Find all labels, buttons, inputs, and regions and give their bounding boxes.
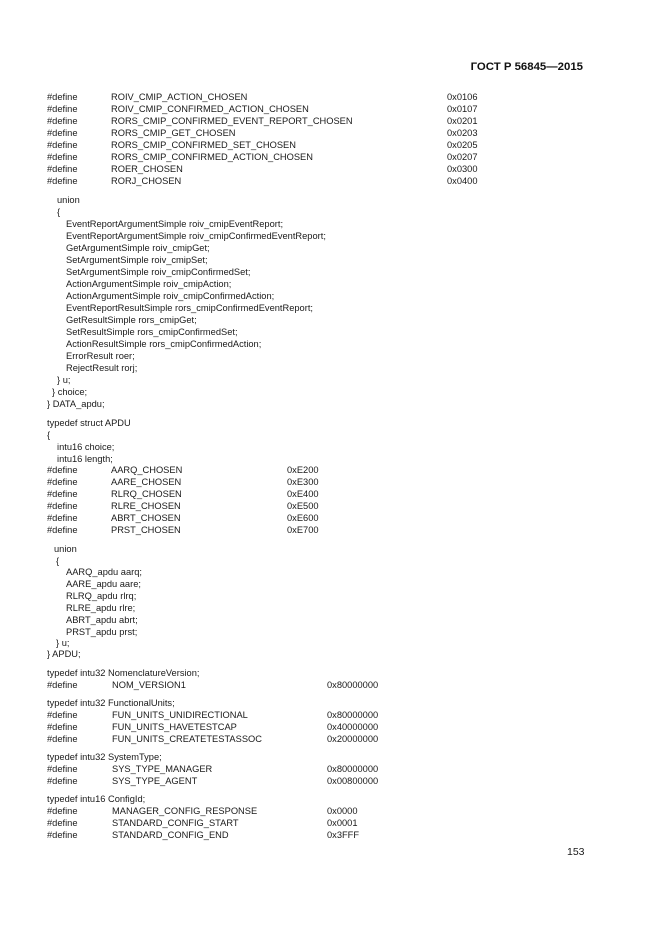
union-member: RLRQ_apdu rlrq; (66, 591, 137, 601)
define-keyword: #define (47, 710, 78, 720)
union-open-brace: { (56, 556, 60, 566)
struct-field: intu16 choice; (57, 442, 115, 452)
define-keyword: #define (47, 501, 78, 511)
define-value: 0x00800000 (327, 776, 379, 786)
define-keyword: #define (47, 489, 78, 499)
union-member: PRST_apdu prst; (66, 627, 138, 637)
union-member: AARE_apdu aare; (66, 579, 141, 589)
union-open-brace: { (57, 207, 61, 217)
union-close: } u; (57, 375, 71, 385)
define-value: 0x3FFF (327, 830, 360, 840)
define-value: 0x0201 (447, 116, 478, 126)
union-member: RejectResult rorj; (66, 363, 138, 373)
define-keyword: #define (47, 104, 78, 114)
struct-open-brace: { (47, 430, 51, 440)
define-name: ABRT_CHOSEN (111, 513, 181, 523)
union-member: AARQ_apdu aarq; (66, 567, 142, 577)
define-name: RORS_CMIP_GET_CHOSEN (111, 128, 236, 138)
page-number: 153 (567, 846, 585, 858)
struct-field: intu16 length; (57, 454, 113, 464)
define-keyword: #define (47, 164, 78, 174)
define-name: STANDARD_CONFIG_END (112, 830, 229, 840)
union-keyword: union (54, 544, 77, 554)
union-member: SetArgumentSimple roiv_cmipConfirmedSet; (66, 267, 251, 277)
define-name: RORS_CMIP_CONFIRMED_ACTION_CHOSEN (111, 152, 313, 162)
typedef-line: typedef intu32 NomenclatureVersion; (47, 668, 200, 678)
define-keyword: #define (47, 806, 78, 816)
define-name: RORJ_CHOSEN (111, 176, 182, 186)
union-member: ActionArgumentSimple roiv_cmipAction; (66, 279, 232, 289)
define-value: 0xE400 (287, 489, 319, 499)
define-name: PRST_CHOSEN (111, 525, 181, 535)
union-member: EventReportArgumentSimple roiv_cmipConfirmedEventReport; (66, 231, 326, 241)
define-value: 0x0203 (447, 128, 478, 138)
union-member: SetArgumentSimple roiv_cmipSet; (66, 255, 208, 265)
union-member: ActionResultSimple rors_cmipConfirmedAction; (66, 339, 262, 349)
define-value: 0xE500 (287, 501, 319, 511)
define-name: AARE_CHOSEN (111, 477, 182, 487)
union-member: SetResultSimple rors_cmipConfirmedSet; (66, 327, 238, 337)
define-keyword: #define (47, 525, 78, 535)
define-value: 0xE200 (287, 465, 319, 475)
define-value: 0x0205 (447, 140, 478, 150)
define-name: FUN_UNITS_UNIDIRECTIONAL (112, 710, 248, 720)
define-value: 0x0107 (447, 104, 478, 114)
union-member: EventReportResultSimple rors_cmipConfirmedEventReport; (66, 303, 313, 313)
union-member: ActionArgumentSimple roiv_cmipConfirmedAction; (66, 291, 275, 301)
typedef-line: typedef struct APDU (47, 418, 131, 428)
define-name: ROIV_CMIP_CONFIRMED_ACTION_CHOSEN (111, 104, 309, 114)
typedef-line: typedef intu32 SystemType; (47, 752, 162, 762)
define-keyword: #define (47, 734, 78, 744)
struct-close: } APDU; (47, 649, 81, 659)
define-value: 0x0001 (327, 818, 358, 828)
define-value: 0x0300 (447, 164, 478, 174)
define-name: RLRE_CHOSEN (111, 501, 181, 511)
typedef-line: typedef intu32 FunctionalUnits; (47, 698, 175, 708)
define-name: RORS_CMIP_CONFIRMED_SET_CHOSEN (111, 140, 296, 150)
define-keyword: #define (47, 776, 78, 786)
define-name: STANDARD_CONFIG_START (112, 818, 239, 828)
define-name: AARQ_CHOSEN (111, 465, 183, 475)
define-keyword: #define (47, 465, 78, 475)
union-close: } u; (56, 638, 70, 648)
define-name: ROER_CHOSEN (111, 164, 183, 174)
define-name: MANAGER_CONFIG_RESPONSE (112, 806, 258, 816)
define-keyword: #define (47, 92, 78, 102)
union-member: GetArgumentSimple roiv_cmipGet; (66, 243, 210, 253)
define-value: 0x80000000 (327, 764, 379, 774)
union-member: RLRE_apdu rlre; (66, 603, 136, 613)
define-value: 0x0207 (447, 152, 478, 162)
union-member: GetResultSimple rors_cmipGet; (66, 315, 197, 325)
define-name: FUN_UNITS_CREATETESTASSOC (112, 734, 262, 744)
define-keyword: #define (47, 818, 78, 828)
union-member: ErrorResult roer; (66, 351, 135, 361)
struct-close: } DATA_apdu; (47, 399, 105, 409)
define-value: 0x0000 (327, 806, 358, 816)
define-keyword: #define (47, 680, 78, 690)
define-keyword: #define (47, 128, 78, 138)
define-value: 0xE700 (287, 525, 319, 535)
define-keyword: #define (47, 477, 78, 487)
define-name: RORS_CMIP_CONFIRMED_EVENT_REPORT_CHOSEN (111, 116, 353, 126)
typedef-line: typedef intu16 ConfigId; (47, 794, 146, 804)
define-name: SYS_TYPE_MANAGER (112, 764, 213, 774)
define-value: 0x0400 (447, 176, 478, 186)
define-name: ROIV_CMIP_ACTION_CHOSEN (111, 92, 248, 102)
define-value: 0xE300 (287, 477, 319, 487)
define-keyword: #define (47, 830, 78, 840)
define-name: SYS_TYPE_AGENT (112, 776, 198, 786)
define-keyword: #define (47, 722, 78, 732)
define-value: 0x0106 (447, 92, 478, 102)
union-keyword: union (57, 195, 80, 205)
define-name: NOM_VERSION1 (112, 680, 186, 690)
define-name: RLRQ_CHOSEN (111, 489, 182, 499)
define-value: 0x80000000 (327, 710, 379, 720)
define-keyword: #define (47, 176, 78, 186)
define-value: 0x20000000 (327, 734, 379, 744)
define-name: FUN_UNITS_HAVETESTCAP (112, 722, 237, 732)
choice-close: } choice; (52, 387, 88, 397)
standard-designation: ГОСТ Р 56845—2015 (470, 61, 583, 73)
define-value: 0x80000000 (327, 680, 379, 690)
define-keyword: #define (47, 140, 78, 150)
define-keyword: #define (47, 513, 78, 523)
define-keyword: #define (47, 152, 78, 162)
define-keyword: #define (47, 116, 78, 126)
define-value: 0xE600 (287, 513, 319, 523)
define-value: 0x40000000 (327, 722, 379, 732)
union-member: EventReportArgumentSimple roiv_cmipEventReport; (66, 219, 284, 229)
union-member: ABRT_apdu abrt; (66, 615, 138, 625)
define-keyword: #define (47, 764, 78, 774)
